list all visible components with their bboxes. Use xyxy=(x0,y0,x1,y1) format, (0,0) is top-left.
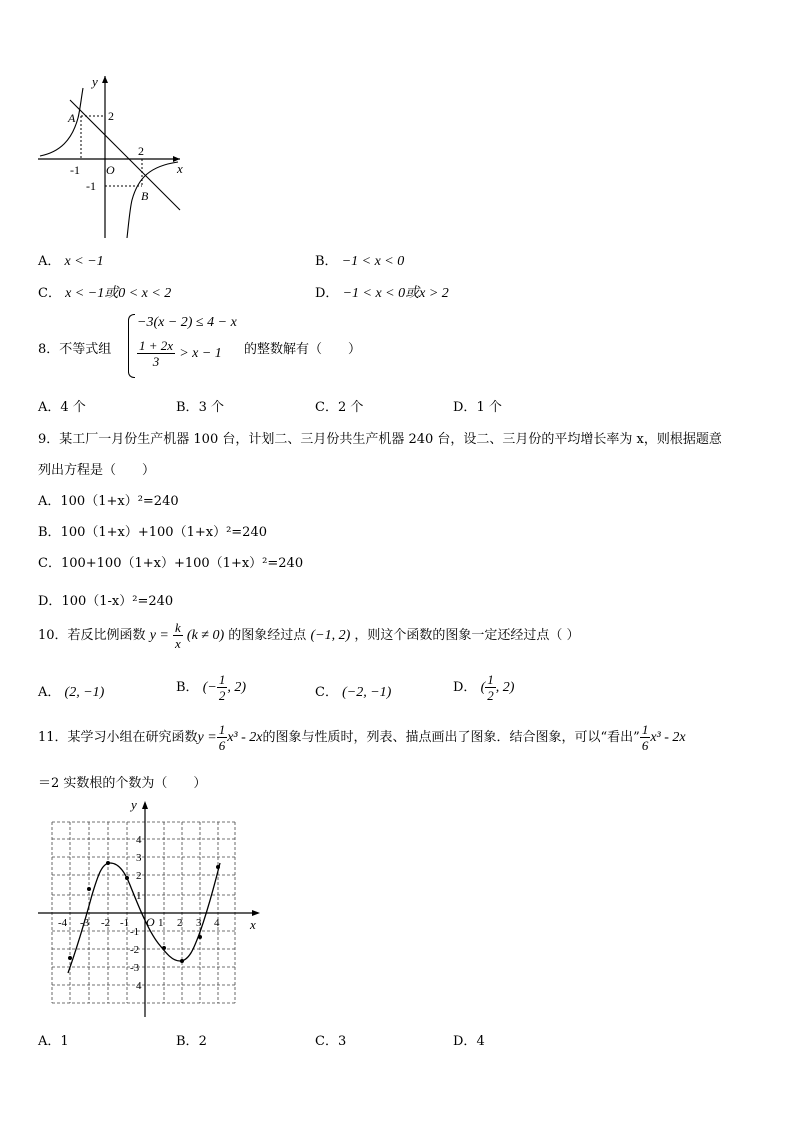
graph1-tick-y2: 2 xyxy=(108,109,114,123)
q11-option-d-text: 4 xyxy=(476,1034,485,1049)
q11-eq-rest: x³ - 2x xyxy=(650,730,686,745)
q10-option-b-post: , 2) xyxy=(227,680,246,695)
q10-option-d-num: 1 xyxy=(487,672,494,687)
q8-option-a-letter: A． xyxy=(38,400,61,415)
q11-option-d-letter: D． xyxy=(453,1034,477,1049)
q9-option-c-text: 100+100（1+x）+100（1+x）²=240 xyxy=(60,556,304,571)
graph2-x-tick: -3 xyxy=(80,917,90,929)
q8-option-c-letter: C． xyxy=(315,400,338,415)
q9-option-b-letter: B． xyxy=(38,525,61,540)
q11-func-fraction xyxy=(217,722,228,753)
q7-option-a-text: x < −1 xyxy=(64,254,104,269)
q8-inequality-2 xyxy=(137,338,222,369)
graph2-x-tick: -4 xyxy=(58,917,68,929)
q11-stem-line-2: ＝2 实数根的个数为（ ） xyxy=(38,776,207,791)
q9-option-b[interactable] xyxy=(38,521,267,540)
graph2-x-label: x xyxy=(250,917,256,932)
graph2-y-tick: -1 xyxy=(130,926,140,938)
q10-option-b-fraction xyxy=(217,672,228,703)
q8-inequality-2-fraction xyxy=(137,338,175,369)
graph1-tick-x2: 2 xyxy=(138,144,144,158)
graph2-y-label: y xyxy=(131,797,137,812)
q9-option-a-letter: A． xyxy=(38,494,61,509)
q8-option-c[interactable] xyxy=(315,396,363,415)
q11-func-rest: x³ - 2x xyxy=(227,730,263,745)
q8-option-b[interactable] xyxy=(176,396,224,415)
q10-option-d-post: , 2) xyxy=(495,680,515,695)
q11-func-num: 1 xyxy=(218,722,226,737)
q11-eq-fraction xyxy=(640,722,651,753)
q9-option-c-letter: C． xyxy=(38,556,61,571)
q7-option-b[interactable] xyxy=(315,250,404,270)
q7-option-d-letter: D． xyxy=(315,286,339,301)
q10-func-lhs: y = xyxy=(149,628,169,643)
graph1-y-label: y xyxy=(92,74,98,89)
q9-stem-line-2: 列出方程是（ ） xyxy=(38,463,156,478)
q11-eq-den: 6 xyxy=(641,738,649,753)
q10-option-a-letter: A． xyxy=(38,685,61,700)
q10-option-b[interactable] xyxy=(176,672,246,703)
q9-option-d[interactable] xyxy=(38,590,173,609)
q9-option-c[interactable] xyxy=(38,552,303,571)
q10-option-b-num: 1 xyxy=(218,672,226,687)
q10-stem xyxy=(38,620,580,651)
q11-option-b[interactable] xyxy=(176,1030,207,1049)
q10-option-b-pre: (− xyxy=(202,680,217,695)
q11-stem-line-1 xyxy=(38,722,686,753)
q8-option-b-letter: B． xyxy=(176,400,199,415)
q10-option-a-text: (2, −1) xyxy=(64,685,105,700)
q11-option-c[interactable] xyxy=(315,1030,346,1049)
q8-frac-num: 1 + 2x xyxy=(139,338,174,353)
graph1-origin: O xyxy=(106,163,115,177)
q10-option-c[interactable] xyxy=(315,681,391,701)
graph2-x-tick: 1 xyxy=(158,917,164,929)
q8-system-brace xyxy=(128,314,135,378)
q8-option-b-text: 3 个 xyxy=(198,400,224,415)
graph2-y-tick: 4 xyxy=(136,980,142,992)
graph2-y-tick: 2 xyxy=(136,870,142,882)
q11-option-a[interactable] xyxy=(38,1030,69,1049)
q8-stem-prefix: 8．不等式组 xyxy=(38,342,112,357)
graph1-tick-y-neg1: -1 xyxy=(86,179,96,193)
graph2-origin: O xyxy=(146,915,155,929)
q9-option-d-text: 100（1-x）²=240 xyxy=(61,594,174,609)
q7-option-b-letter: B． xyxy=(315,254,338,269)
graph2-x-tick: -1 xyxy=(120,917,130,929)
q11-option-a-text: 1 xyxy=(60,1034,69,1049)
q9-option-b-text: 100（1+x）+100（1+x）²=240 xyxy=(60,525,267,540)
q7-option-c-letter: C． xyxy=(38,286,61,301)
q10-suffix: ，则这个函数的图象一定还经过点（ ） xyxy=(354,628,580,643)
graph2-x-tick: 3 xyxy=(196,917,202,929)
graph1-point-b: B xyxy=(141,189,149,203)
graph1-tick-x-neg1: -1 xyxy=(70,163,80,177)
graph2-x-tick: -2 xyxy=(101,917,111,929)
q10-option-d[interactable] xyxy=(453,672,514,703)
q8-inequality-1: −3(x − 2) ≤ 4 − x xyxy=(137,315,237,330)
q7-option-c-text: x < −1或0 < x < 2 xyxy=(65,286,172,301)
q10-option-d-den: 2 xyxy=(487,688,494,703)
q10-func-num: k xyxy=(175,620,181,635)
q11-eq-num: 1 xyxy=(641,722,649,737)
q8-option-d-letter: D． xyxy=(453,400,477,415)
q9-option-d-letter: D． xyxy=(38,594,62,609)
q7-option-b-text: −1 < x < 0 xyxy=(341,254,405,269)
graph2-y-tick: 3 xyxy=(136,852,142,864)
graph2-y-tick: -2 xyxy=(130,944,140,956)
graph1-x-label: x xyxy=(177,161,183,176)
q11-option-c-text: 3 xyxy=(337,1034,347,1049)
q8-option-d[interactable] xyxy=(453,396,502,415)
q10-option-b-letter: B． xyxy=(176,680,199,695)
graph2-y-tick: -3 xyxy=(130,962,140,974)
q8-frac-den: 3 xyxy=(152,354,160,369)
q11-func-lhs: y = xyxy=(197,730,217,745)
graph-inverse-linear xyxy=(30,70,200,240)
graph-cubic xyxy=(30,795,270,1020)
q10-func-fraction xyxy=(173,620,183,651)
q11-option-a-letter: A． xyxy=(38,1034,61,1049)
q8-inequality-2-rest: > x − 1 xyxy=(179,346,222,361)
q11-func-den: 6 xyxy=(218,738,226,753)
q11-mid: 的图象与性质时，列表、描点画出了图象．结合图象，可以“看出” xyxy=(262,730,640,745)
graph2-x-tick: 4 xyxy=(214,917,220,929)
graph2-y-tick: 4 xyxy=(136,834,142,846)
q7-option-a[interactable] xyxy=(38,250,104,270)
q11-option-d[interactable] xyxy=(453,1030,485,1049)
q10-option-c-letter: C． xyxy=(315,685,338,700)
q10-func-cond: (k ≠ 0) xyxy=(186,628,225,643)
q8-option-c-text: 2 个 xyxy=(337,400,364,415)
graph2-x-tick: 2 xyxy=(177,917,183,929)
q10-func-den: x xyxy=(175,636,181,651)
q10-point: (−1, 2) xyxy=(310,628,351,643)
q7-option-a-letter: A． xyxy=(38,254,61,269)
q7-option-d[interactable] xyxy=(315,282,449,302)
q11-option-b-letter: B． xyxy=(176,1034,199,1049)
q10-option-a[interactable] xyxy=(38,681,104,701)
q10-option-d-fraction xyxy=(485,672,496,703)
q9-option-a[interactable] xyxy=(38,490,179,509)
q9-option-a-text: 100（1+x）²=240 xyxy=(60,494,179,509)
q10-mid: 的图象经过点 xyxy=(228,628,307,643)
q11-option-c-letter: C． xyxy=(315,1034,338,1049)
q11-option-b-text: 2 xyxy=(198,1034,207,1049)
q8-stem-tail: 的整数解有（ ） xyxy=(244,342,362,357)
q10-option-c-text: (−2, −1) xyxy=(342,685,392,700)
q11-prefix: 11．某学习小组在研究函数 xyxy=(38,730,198,745)
q7-option-c[interactable] xyxy=(38,282,171,302)
q10-prefix: 10．若反比例函数 xyxy=(38,628,146,643)
q9-stem-line-1: 9．某工厂一月份生产机器 100 台，计划二、三月份共生产机器 240 台，设二、三月份的平均增长率为 x，则根据题意 xyxy=(38,432,722,447)
q10-option-d-pre: ( xyxy=(480,680,486,695)
q8-option-d-text: 1 个 xyxy=(476,400,502,415)
graph2-y-tick: 1 xyxy=(136,890,142,902)
q8-option-a[interactable] xyxy=(38,396,86,415)
q7-option-d-text: −1 < x < 0或x > 2 xyxy=(342,286,449,301)
q8-option-a-text: 4 个 xyxy=(60,400,86,415)
q10-option-d-letter: D． xyxy=(453,680,477,695)
q10-option-b-den: 2 xyxy=(218,688,226,703)
graph1-point-a: A xyxy=(68,111,76,125)
